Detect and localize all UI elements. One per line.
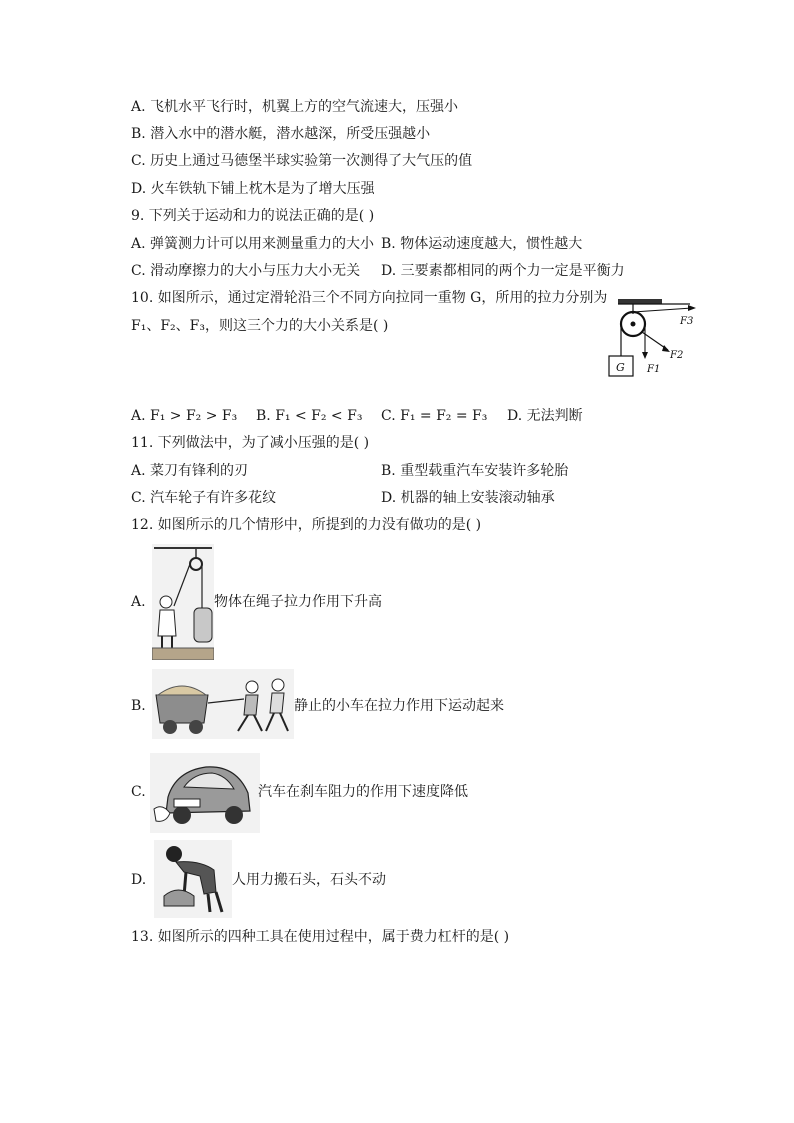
ceiling-hatch	[618, 299, 662, 304]
q12-item-a-letter: A.	[131, 594, 146, 610]
q13-stem: 13. 如图所示的四种工具在使用过程中，属于费力杠杆的是( )	[131, 929, 510, 945]
q11-option-a: A. 菜刀有锋利的刃	[131, 463, 249, 479]
q12-c-illustration	[150, 753, 260, 833]
q10-stem-line2: F₁、F₂、F₃，则这三个力的大小关系是( )	[131, 318, 389, 334]
q8-option-d: D. 火车铁轨下铺上枕木是为了增大压强	[131, 181, 375, 197]
q10-option-b: B. F₁ < F₂ < F₃	[256, 408, 363, 424]
q8-option-c: C. 历史上通过马德堡半球实验第一次测得了大气压的值	[131, 153, 473, 169]
q9-option-b: B. 物体运动速度越大，惯性越大	[381, 236, 583, 252]
q9-stem: 9. 下列关于运动和力的说法正确的是( )	[131, 208, 375, 224]
weight-label: G	[616, 361, 625, 374]
q9-option-c: C. 滑动摩擦力的大小与压力大小无关	[131, 263, 361, 279]
q12-item-d-caption: 人用力搬石头，石头不动	[232, 872, 386, 888]
q12-item-c-caption: 汽车在刹车阻力的作用下速度降低	[258, 784, 468, 800]
q8-option-b: B. 潜入水中的潜水艇，潜水越深，所受压强越小	[131, 126, 431, 142]
q10-option-a: A. F₁ > F₂ > F₃	[131, 408, 238, 424]
q12-item-b-caption: 静止的小车在拉力作用下运动起来	[294, 698, 504, 714]
q12-item-d-letter: D.	[131, 872, 147, 888]
q11-stem: 11. 下列做法中，为了减小压强的是( )	[131, 435, 370, 451]
force-label-f1: F1	[647, 364, 661, 375]
q12-item-a-caption: 物体在绳子拉力作用下升高	[214, 594, 382, 610]
force-label-f3: F3	[680, 316, 694, 327]
q12-a-illustration	[152, 544, 214, 660]
q11-option-d: D. 机器的轴上安装滚动轴承	[381, 490, 555, 506]
q11-option-c: C. 汽车轮子有许多花纹	[131, 490, 277, 506]
q10-option-c: C. F₁ = F₂ = F₃	[381, 408, 488, 424]
q11-option-b: B. 重型载重汽车安装许多轮胎	[381, 463, 569, 479]
q12-item-c-letter: C.	[131, 784, 146, 800]
bucket-icon	[194, 608, 212, 642]
q12-item-b-letter: B.	[131, 698, 146, 714]
q10-stem-line1: 10. 如图所示，通过定滑轮沿三个不同方向拉同一重物 G，所用的拉力分别为	[131, 290, 608, 306]
force-label-f2: F2	[670, 350, 684, 361]
arrow-f1-icon	[642, 352, 648, 359]
q9-option-d: D. 三要素都相同的两个力一定是平衡力	[381, 263, 625, 279]
q12-stem: 12. 如图所示的几个情形中，所提到的力没有做功的是( )	[131, 517, 482, 533]
cart-icon	[156, 695, 208, 723]
q8-option-a: A. 飞机水平飞行时，机翼上方的空气流速大，压强小	[131, 99, 459, 115]
q12-d-illustration	[154, 840, 232, 918]
q10-option-d: D. 无法判断	[507, 408, 583, 424]
pulley-figure	[600, 292, 705, 387]
q12-b-illustration	[152, 669, 294, 739]
q9-option-a: A. 弹簧测力计可以用来测量重力的大小	[131, 236, 375, 252]
arrow-f3-icon	[688, 305, 696, 311]
